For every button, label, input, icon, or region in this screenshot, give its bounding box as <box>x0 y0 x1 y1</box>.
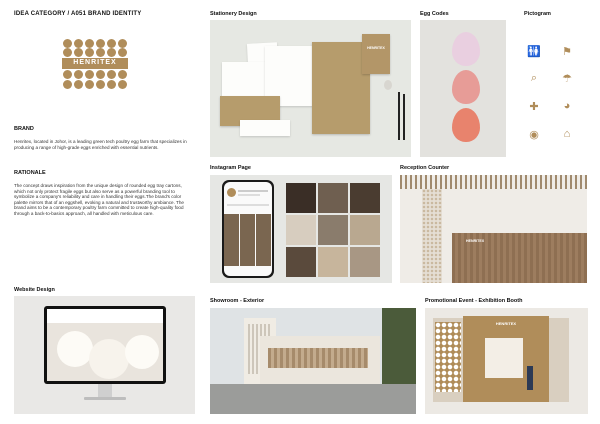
showroom-mockup <box>210 308 416 414</box>
rationale-heading: RATIONALE <box>14 170 46 176</box>
reception-mockup <box>400 175 587 283</box>
first-aid-icon: ✚ <box>529 101 539 113</box>
egg-pan-icon: ◕ <box>563 100 571 112</box>
instagram-mockup <box>210 175 392 283</box>
flag-icon: ⚑ <box>562 46 572 58</box>
atm-icon: ◉ <box>529 129 539 141</box>
brand-text: Henritex, located in Johor, is a leading green tech poultry egg farm that specializes in producing a range of high-grade eggs enriched with essential nutrients. <box>14 139 187 150</box>
page-title: IDEA CATEGORY / A051 BRAND IDENTITY <box>14 11 142 17</box>
pictogram-label: Pictogram <box>524 11 551 17</box>
folder-logo: HENRITEX <box>367 46 385 50</box>
reception-label: Reception Counter <box>400 165 450 171</box>
stationery-label: Stationery Design <box>210 11 257 17</box>
henritex-logo <box>62 38 128 90</box>
umbrella-icon: ☂ <box>562 73 572 85</box>
booth-label: Promotional Event - Exhibition Booth <box>425 298 523 304</box>
website-label: Website Design <box>14 287 55 293</box>
website-mockup <box>14 296 195 414</box>
instagram-label: Instagram Page <box>210 165 251 171</box>
egg-codes-label: Egg Codes <box>420 11 449 17</box>
logo-wordmark: HENRITEX <box>73 59 117 66</box>
brand-heading: BRAND <box>14 126 34 132</box>
rationale-text: The concept draws inspiration from the unique design of rounded egg tray cartons, which not only protect fragile eggs but also serve as a powerful branding tool to symbolize a company's reliability and care in handling their eggs.The brand's color palette mirrors that of an eggshell, evoking a natural and trustworthy ambiance. The brand aims to be a contemporary poultry farm committed to create high-quality food through a back-to-basics approach, all handled with meticulous care. <box>14 183 184 216</box>
egg-codes-mockup <box>420 20 506 157</box>
reception-logo: HENRITEX <box>466 239 485 243</box>
home-icon: ⌂ <box>563 128 571 140</box>
search-icon: ⌕ <box>530 72 538 84</box>
booth-logo: HENRITEX <box>495 320 517 326</box>
people-icon: 🚻 <box>527 46 541 58</box>
showroom-label: Showroom - Exterior <box>210 298 265 304</box>
phone <box>222 180 274 278</box>
stationery-mockup <box>210 20 411 157</box>
exhibition-booth-mockup <box>425 308 588 414</box>
